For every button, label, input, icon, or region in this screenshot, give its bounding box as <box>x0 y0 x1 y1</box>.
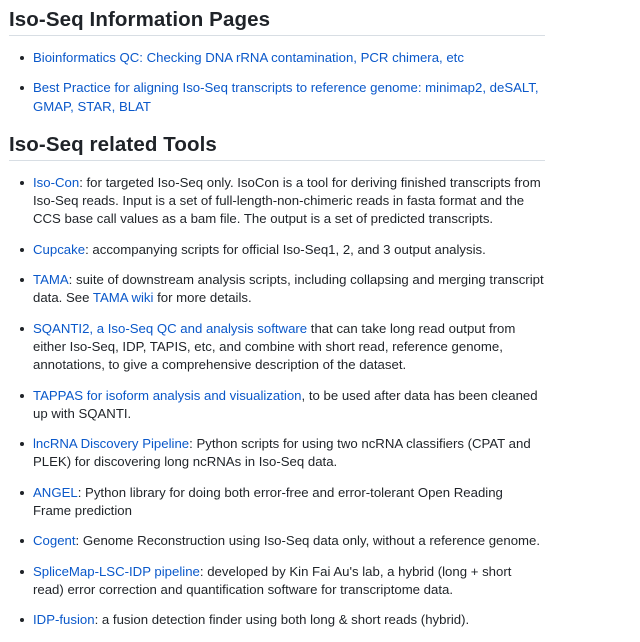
link-sqanti2[interactable]: SQANTI2, a Iso-Seq QC and analysis software <box>33 320 308 336</box>
section-heading-info-pages: Iso-Seq Information Pages <box>9 8 271 31</box>
list-item <box>0 241 640 259</box>
list-item <box>0 611 640 629</box>
link-tama-wiki[interactable]: TAMA wiki <box>92 290 154 306</box>
link-cupcake[interactable]: Cupcake <box>33 241 86 257</box>
item-text: , to be used after data has been cleaned up with SQANTI. <box>33 387 538 421</box>
info-pages-list <box>0 49 640 128</box>
item-text: : developed by Kin Fai Au's lab, a hybrid (long + short read) error correction and quantification software for transcriptome data. <box>33 563 512 597</box>
item-text: : for targeted Iso-Seq only. IsoCon is a tool for deriving finished transcripts from Iso-Seq reads. Input is a set of full-length-non-chimeric reads in fasta format and the CCS base call values as a bam file. The output is a set of predicted transcripts. <box>33 175 541 227</box>
list-item <box>0 174 640 229</box>
link-bioinformatics-qc[interactable]: Bioinformatics QC: Checking DNA rRNA contamination, PCR chimera, etc <box>33 50 464 65</box>
link-cogent[interactable]: Cogent <box>33 533 76 549</box>
list-item <box>0 532 640 550</box>
section-heading-related-tools: Iso-Seq related Tools <box>9 133 217 156</box>
heading-divider <box>9 160 545 161</box>
link-lncrna-pipeline[interactable]: lncRNA Discovery Pipeline <box>33 436 190 452</box>
link-idp-fusion[interactable]: IDP-fusion <box>33 612 95 628</box>
link-iso-con[interactable]: Iso-Con <box>33 175 80 190</box>
list-item <box>0 79 640 115</box>
link-tama[interactable]: TAMA <box>33 272 69 288</box>
item-text: : a fusion detection finder using both long & short reads (hybrid). <box>94 612 470 628</box>
list-item <box>0 320 640 375</box>
item-text: for more details. <box>153 290 252 306</box>
item-text: : Genome Reconstruction using Iso-Seq data only, without a reference genome. <box>75 533 541 549</box>
item-text: : accompanying scripts for official Iso-Seq1, 2, and 3 output analysis. <box>85 241 486 257</box>
item-text: : Python scripts for using two ncRNA classifiers (CPAT and PLEK) for discovering long ncRNAs in Iso-Seq data. <box>33 436 531 470</box>
link-splicemap-lsc-idp[interactable]: SpliceMap-LSC-IDP pipeline <box>33 563 200 579</box>
list-item <box>0 435 640 471</box>
list-item <box>0 484 640 520</box>
link-tappas[interactable]: TAPPAS for isoform analysis and visualization <box>33 387 302 403</box>
link-best-practice-alignment[interactable]: Best Practice for aligning Iso-Seq transcripts to reference genome: minimap2, deSALT, GMAP, STAR, BLAT <box>33 80 539 114</box>
link-angel[interactable]: ANGEL <box>33 484 78 500</box>
list-item <box>0 387 640 423</box>
item-text: : suite of downstream analysis scripts, including collapsing and merging transcript data. See <box>33 272 544 306</box>
list-item <box>0 271 640 307</box>
heading-divider <box>9 35 545 36</box>
tools-list <box>0 174 640 642</box>
item-text: : Python library for doing both error-free and error-tolerant Open Reading Frame prediction <box>33 484 503 518</box>
list-item <box>0 563 640 599</box>
item-text: that can take long read output from either Iso-Seq, IDP, TAPIS, etc, and combine with short read, reference genome, annotations, to give a comprehensive description of the dataset. <box>33 320 516 373</box>
list-item <box>0 49 640 67</box>
